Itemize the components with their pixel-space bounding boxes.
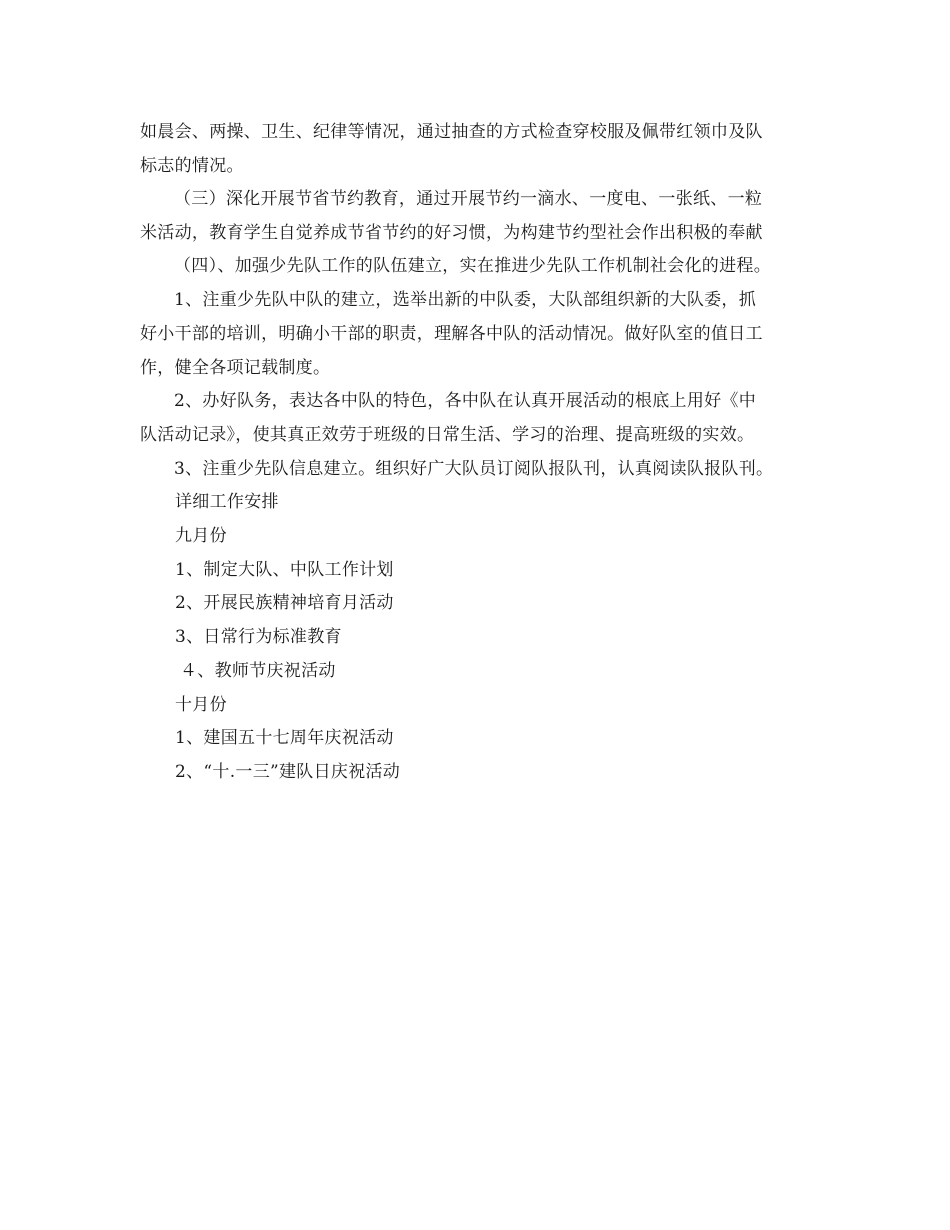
list-item: 3、日常行为标准教育 bbox=[175, 627, 342, 647]
month-heading: 九月份 bbox=[175, 526, 227, 546]
paragraph-line: 3、注重少先队信息建立。组织好广大队员订阅队报队刊，认真阅读队报队刊。 bbox=[174, 459, 774, 479]
list-item: 2、开展民族精神培育月活动 bbox=[175, 593, 394, 613]
paragraph-line: 米活动，教育学生自觉养成节省节约的好习惯，为构建节约型社会作出积极的奉献 bbox=[140, 223, 763, 243]
paragraph-line: 队活动记录》，使其真正效劳于班级的日常生活、学习的治理、提高班级的实效。 bbox=[140, 425, 755, 445]
list-item: 2、“十.一三”建队日庆祝活动 bbox=[175, 762, 401, 782]
section-heading: 详细工作安排 bbox=[175, 492, 279, 512]
paragraph-line: 2、办好队务，表达各中队的特色，各中队在认真开展活动的根底上用好《中 bbox=[174, 391, 757, 411]
paragraph-line: 1、注重少先队中队的建立，选举出新的中队委，大队部组织新的大队委，抓 bbox=[174, 290, 757, 310]
month-heading: 十月份 bbox=[175, 695, 227, 715]
paragraph-line: （三）深化开展节省节约教育，通过开展节约一滴水、一度电、一张纸、一粒 bbox=[174, 189, 763, 209]
paragraph-line: 作，健全各项记载制度。 bbox=[140, 358, 331, 378]
paragraph-line: 如晨会、两操、卫生、纪律等情况，通过抽查的方式检查穿校服及佩带红领巾及队 bbox=[140, 122, 763, 142]
paragraph-line: 标志的情况。 bbox=[140, 156, 244, 176]
list-item: 1、建国五十七周年庆祝活动 bbox=[175, 728, 394, 748]
paragraph-line: 好小干部的培训，明确小干部的职责，理解各中队的活动情况。做好队室的值日工 bbox=[140, 324, 763, 344]
paragraph-line: （四）、加强少先队工作的队伍建立，实在推进少先队工作机制社会化的进程。 bbox=[174, 256, 771, 276]
list-item: ４、教师节庆祝活动 bbox=[180, 661, 336, 681]
list-item: 1、制定大队、中队工作计划 bbox=[175, 560, 394, 580]
